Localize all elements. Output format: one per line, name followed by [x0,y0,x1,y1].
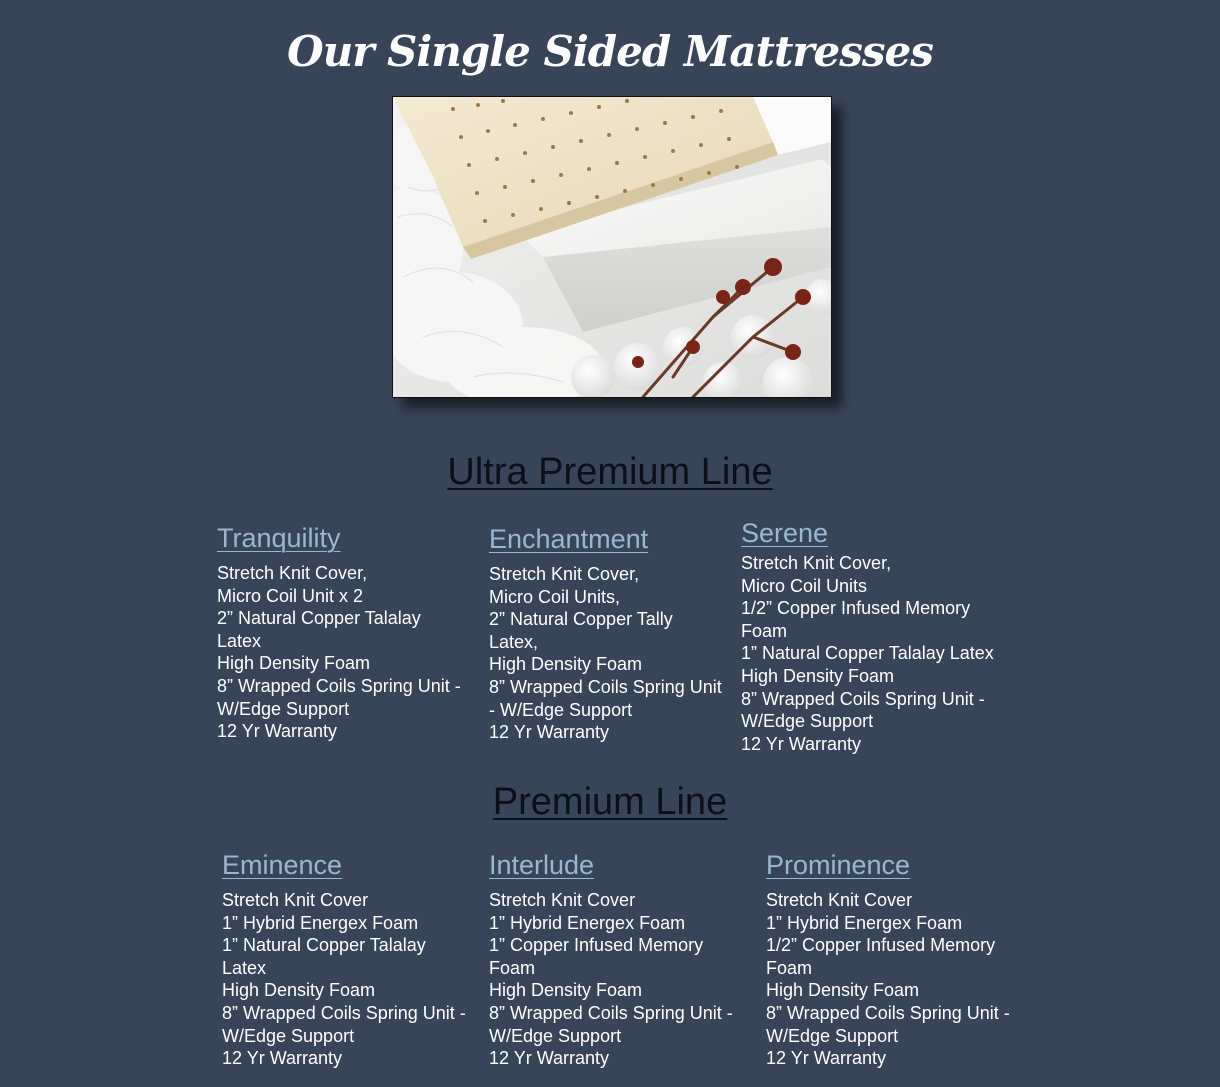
spec-item: 1/2” Copper Infused Memory [766,935,996,956]
spec-item: 2” Natural Copper Talalay [217,608,421,629]
spec-item: W/Edge Support [741,711,874,732]
product-link-eminence[interactable]: Eminence [222,850,343,880]
spec-item: Stretch Knit Cover, [741,553,892,573]
spec-item: 8” Wrapped Coils Spring Unit - [489,1002,733,1023]
spec-item: Latex [222,957,267,978]
spec-item: High Density Foam [741,665,895,686]
spec-item: 12 Yr Warranty [489,722,610,743]
spec-item: 8” Wrapped Coils Spring Unit - [766,1002,1010,1023]
spec-item: W/Edge Support [489,1025,622,1046]
product-link-enchantment[interactable]: Enchantment [489,524,649,554]
spec-item: 1” Hybrid Energex Foam [489,912,686,933]
spec-item: High Density Foam [222,980,376,1001]
spec-list [222,889,482,1070]
spec-item: Foam [766,957,813,978]
spec-item: 1” Hybrid Energex Foam [766,912,963,933]
spec-item: High Density Foam [489,654,643,675]
spec-item: 8” Wrapped Coils Spring Unit - [217,675,461,696]
spec-item: Stretch Knit Cover, [217,563,368,583]
product-enchantment [489,523,739,744]
spec-item: Micro Coil Units, [489,586,621,607]
spec-item: Stretch Knit Cover [222,890,369,910]
spec-item: W/Edge Support [222,1025,355,1046]
product-link-interlude[interactable]: Interlude [489,850,595,880]
spec-item: Stretch Knit Cover [766,890,913,910]
spec-list [217,562,477,743]
mattress-materials-photo [392,96,832,398]
spec-item: 8” Wrapped Coils Spring Unit - [222,1002,466,1023]
page-title: Our Single Sided Mattresses [287,27,933,76]
spec-item: Foam [741,620,788,641]
spec-list [489,889,749,1070]
spec-item: W/Edge Support [217,698,350,719]
spec-item: 1” Copper Infused Memory [489,935,704,956]
spec-item: High Density Foam [766,980,920,1001]
spec-item: Micro Coil Unit x 2 [217,585,364,606]
spec-item: Latex [217,630,262,651]
spec-item: - W/Edge Support [489,699,633,720]
product-serene [741,517,1011,755]
premium-heading: Premium Line [492,781,728,823]
product-interlude [489,849,749,1070]
product-tranquility [217,522,477,743]
spec-list [766,889,1026,1070]
spec-item: Latex, [489,631,539,652]
spec-item: 1” Natural Copper Talalay [222,935,426,956]
spec-item: 8” Wrapped Coils Spring Unit - [741,688,985,709]
spec-item: 8” Wrapped Coils Spring Unit [489,676,722,697]
spec-item: 12 Yr Warranty [222,1048,343,1069]
spec-item: 1/2” Copper Infused Memory [741,598,971,619]
spec-list [489,563,739,744]
product-prominence [766,849,1026,1070]
product-eminence [222,849,482,1070]
spec-item: 12 Yr Warranty [489,1048,610,1069]
spec-item: Foam [489,957,536,978]
spec-item: 2” Natural Copper Tally [489,609,673,630]
spec-item: High Density Foam [217,653,371,674]
spec-item: 12 Yr Warranty [741,733,862,754]
spec-list [741,552,1011,755]
spec-item: Stretch Knit Cover, [489,564,640,584]
product-link-serene[interactable]: Serene [741,518,829,548]
spec-item: 1” Natural Copper Talalay Latex [741,643,994,664]
spec-item: W/Edge Support [766,1025,899,1046]
spec-item: 12 Yr Warranty [217,721,338,742]
spec-item: High Density Foam [489,980,643,1001]
product-link-prominence[interactable]: Prominence [766,850,911,880]
spec-item: 12 Yr Warranty [766,1048,887,1069]
product-link-tranquility[interactable]: Tranquility [217,523,341,553]
spec-item: Micro Coil Units [741,575,868,596]
ultra-premium-heading: Ultra Premium Line [447,451,773,493]
spec-item: 1” Hybrid Energex Foam [222,912,419,933]
spec-item: Stretch Knit Cover [489,890,636,910]
